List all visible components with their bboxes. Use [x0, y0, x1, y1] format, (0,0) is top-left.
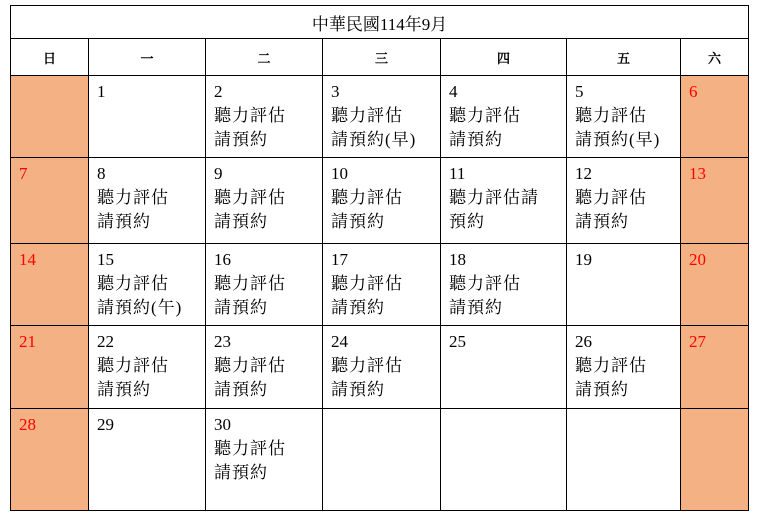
day-cell — [89, 409, 206, 511]
day-cell — [206, 409, 323, 511]
day-cell — [567, 76, 681, 158]
day-note: 聽力評估 — [331, 106, 403, 125]
day-number: 21 — [19, 332, 36, 351]
day-number: 15 — [97, 250, 114, 269]
day-number: 7 — [19, 164, 28, 183]
day-note: 聽力評估 — [214, 356, 286, 375]
day-cell — [11, 244, 89, 326]
day-note: 聽力評估 — [214, 106, 286, 125]
day-cell — [441, 76, 567, 158]
day-number: 1 — [97, 82, 106, 101]
day-number: 19 — [575, 250, 592, 269]
day-cell — [11, 409, 89, 511]
day-note: 聽力評估 — [214, 439, 286, 458]
day-note: 請預約 — [214, 298, 268, 317]
day-note: 聽力評估 — [214, 274, 286, 293]
day-cell — [206, 244, 323, 326]
day-number: 29 — [97, 415, 114, 434]
day-cell — [567, 409, 681, 511]
day-number: 25 — [449, 332, 466, 351]
weekday-header: 三 — [323, 39, 441, 76]
day-number: 17 — [331, 250, 348, 269]
day-number: 13 — [689, 164, 706, 183]
day-cell — [323, 158, 441, 244]
week-row — [11, 158, 749, 244]
weekday-header: 一 — [89, 39, 206, 76]
day-cell — [206, 326, 323, 409]
day-number: 12 — [575, 164, 592, 183]
day-cell — [567, 244, 681, 326]
day-number: 16 — [214, 250, 231, 269]
day-number: 10 — [331, 164, 348, 183]
day-note: 聽力評估 — [97, 356, 169, 375]
day-cell — [11, 76, 89, 158]
day-note: 聽力評估 — [97, 188, 169, 207]
weekday-header: 六 — [681, 39, 749, 76]
day-cell — [323, 409, 441, 511]
day-note: 聽力評估 — [575, 106, 647, 125]
day-note: 請預約(午) — [97, 298, 183, 317]
day-cell — [441, 409, 567, 511]
day-number: 3 — [331, 82, 340, 101]
day-note: 請預約 — [97, 380, 151, 399]
day-number: 11 — [449, 164, 466, 183]
week-row — [11, 244, 749, 326]
day-note: 預約 — [449, 212, 485, 231]
day-note: 請預約(早) — [331, 130, 417, 149]
day-note: 聽力評估 — [449, 106, 521, 125]
week-row — [11, 409, 749, 511]
day-number: 8 — [97, 164, 106, 183]
day-note: 請預約 — [575, 380, 629, 399]
day-cell — [89, 244, 206, 326]
day-cell — [11, 158, 89, 244]
day-number: 27 — [689, 332, 706, 351]
weekday-header: 四 — [441, 39, 567, 76]
day-cell — [323, 326, 441, 409]
day-note: 請預約 — [214, 463, 268, 482]
day-note: 聽力評估 — [575, 356, 647, 375]
day-note: 請預約 — [449, 130, 503, 149]
day-note: 聽力評估 — [331, 274, 403, 293]
day-note: 請預約 — [97, 212, 151, 231]
day-note: 聽力評估 — [575, 188, 647, 207]
day-number: 5 — [575, 82, 584, 101]
day-cell — [11, 326, 89, 409]
day-note: 請預約 — [214, 380, 268, 399]
day-number: 24 — [331, 332, 348, 351]
weekday-header-row — [11, 39, 749, 76]
day-note: 請預約 — [331, 298, 385, 317]
day-note: 聽力評估請 — [449, 188, 539, 207]
day-note: 聽力評估 — [331, 356, 403, 375]
day-number: 22 — [97, 332, 114, 351]
day-note: 聽力評估 — [97, 274, 169, 293]
day-cell — [681, 76, 749, 158]
day-number: 20 — [689, 250, 706, 269]
weekday-header: 日 — [11, 39, 89, 76]
day-number: 28 — [19, 415, 36, 434]
day-cell — [89, 326, 206, 409]
day-cell — [567, 158, 681, 244]
day-cell — [206, 76, 323, 158]
day-number: 14 — [19, 250, 36, 269]
calendar-title: 中華民國114年9月 — [11, 6, 749, 39]
calendar-table — [10, 5, 749, 511]
day-note: 請預約 — [331, 212, 385, 231]
day-cell — [441, 244, 567, 326]
day-number: 4 — [449, 82, 458, 101]
day-cell — [89, 158, 206, 244]
day-number: 30 — [214, 415, 231, 434]
day-note: 聽力評估 — [449, 274, 521, 293]
day-note: 請預約 — [575, 212, 629, 231]
day-note: 請預約(早) — [575, 130, 661, 149]
day-cell — [323, 76, 441, 158]
day-number: 18 — [449, 250, 466, 269]
day-note: 請預約 — [331, 380, 385, 399]
day-cell — [441, 158, 567, 244]
day-note: 請預約 — [449, 298, 503, 317]
weekday-header: 五 — [567, 39, 681, 76]
day-note: 聽力評估 — [331, 188, 403, 207]
day-cell — [567, 326, 681, 409]
day-cell — [206, 158, 323, 244]
day-note: 請預約 — [214, 212, 268, 231]
day-number: 9 — [214, 164, 223, 183]
day-cell — [89, 76, 206, 158]
day-number: 23 — [214, 332, 231, 351]
day-cell — [323, 244, 441, 326]
day-note: 請預約 — [214, 130, 268, 149]
day-number: 2 — [214, 82, 223, 101]
day-cell — [681, 326, 749, 409]
day-note: 聽力評估 — [214, 188, 286, 207]
day-number: 26 — [575, 332, 592, 351]
weekday-header: 二 — [206, 39, 323, 76]
day-cell — [681, 409, 749, 511]
week-row — [11, 326, 749, 409]
day-cell — [681, 158, 749, 244]
day-cell — [441, 326, 567, 409]
day-number: 6 — [689, 82, 698, 101]
day-cell — [681, 244, 749, 326]
week-row — [11, 76, 749, 158]
